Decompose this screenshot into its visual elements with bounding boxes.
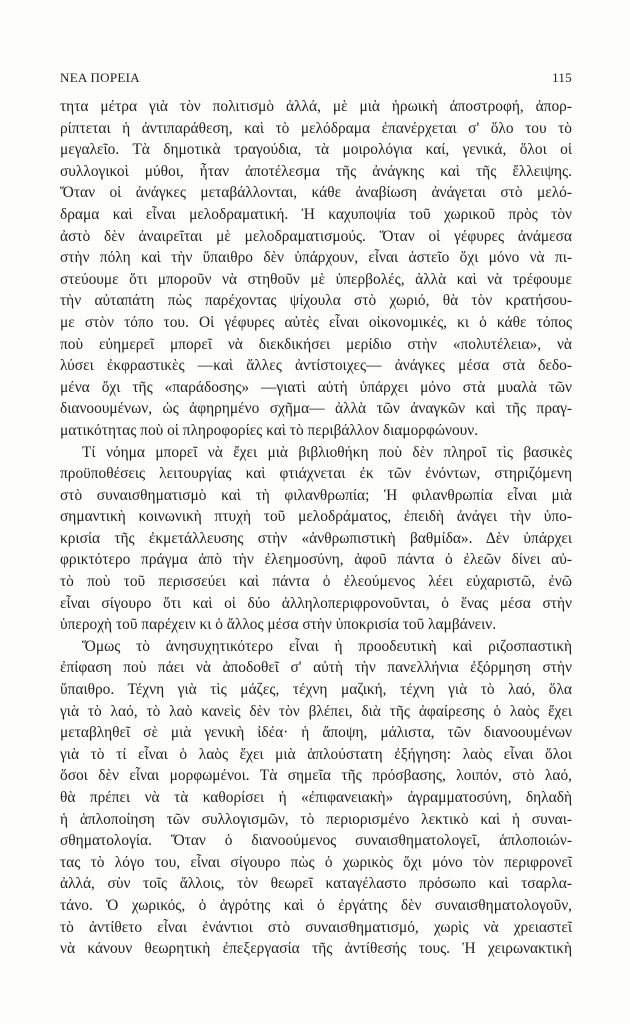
- text-line: ρίπτεται ἡ ἀντιπαράθεση, καὶ τὸ μελόδραμα ἐπανέρχεται σ' ὅλο του τὸ: [60, 119, 572, 137]
- text-line: ὅσοι δὲν εἶναι μορφωμένοι. Τὰ σημεῖα τῆς πρόσβασης, λοιπόν, στὸ λαό,: [60, 767, 572, 785]
- text-line: συλλογικοὶ μύθοι, ἦταν ἀποτέλεσμα τῆς ἀνάγκης καὶ τῆς ἔλλειψης.: [60, 162, 572, 180]
- text-line: Ὅμως τὸ ἀνησυχητικότερο εἶναι ἡ προοδευτικὴ καὶ ριζοσπαστικὴ: [82, 637, 572, 655]
- text-line: Ὅταν οἱ ἀνάγκες μεταβάλλονται, κάθε ἀναβίωση ἀνάγεται στὸ μελό-: [60, 184, 572, 202]
- text-line: σημαντικὴ κοινωνικὴ πτυχὴ τοῦ μελοδράματος, ἐπειδὴ ἀνάγει τὴν ὑπο-: [60, 508, 572, 526]
- page-number: 115: [552, 70, 572, 85]
- text-line: στὴν πόλη καὶ τὴν ὕπαιθρο δὲν ὑπάρχουν, εἶναι ἀστεῖο ὄχι μόνο νὰ πι-: [60, 249, 572, 267]
- text-line: ἡ ἁπλοποίηση τῶν συλλογισμῶν, τὸ περιορισμένο λεκτικὸ καὶ ἡ συναι-: [60, 810, 572, 828]
- text-line: γιὰ τὸ τί εἶναι ὁ λαὸς ἔχει μιὰ ἁπλούστατη ἐξήγηση: λαὸς εἶναι ὅλοι: [60, 745, 572, 763]
- text-line: ποὺ εὐημερεῖ μπορεῖ νὰ διεκδικήσει μερίδιο στὴν «πολυτέλεια», νὰ: [60, 335, 572, 353]
- text-line: τας τὸ λόγο του, εἶναι σίγουρο πὼς ὁ χωρικὸς ὄχι μόνο τὸν περιφρονεῖ: [60, 853, 572, 871]
- text-line: ὕπαιθρο. Τέχνη γιὰ τὶς μάζες, τέχνη μαζική, τέχνη γιὰ τὸ λαό, ὅλα: [60, 681, 572, 699]
- running-title: ΝΕΑ ΠΟΡΕΙΑ: [60, 70, 140, 85]
- text-line: ἀστὸ δὲν ἀναιρεῖται μὲ μελοδραματισμούς. Ὅταν οἱ γέφυρες ἀνάμεσα: [60, 227, 572, 245]
- text-line: προϋποθέσεις λειτουργίας καὶ φτιάχνεται ἐκ τῶν ἐνόντων, στηριζόμενη: [60, 465, 572, 483]
- text-line: μεγαλεῖο. Τὰ δημοτικὰ τραγούδια, τὰ μοιρολόγια καί, γενικά, ὅλοι οἱ: [60, 141, 572, 159]
- text-line: ὑπεροχὴ τοῦ παρέχειν κι ὁ ἄλλος μέσα στὴν ὑποκρισία τοῦ λαμβάνειν.: [60, 616, 497, 634]
- text-line: δραμα καὶ εἶναι μελοδραματική. Ἡ καχυποψία τοῦ χωρικοῦ πρὸς τὸν: [60, 205, 572, 223]
- text-line: τάνο. Ὁ χωρικός, ὁ ἀγρότης καὶ ὁ ἐργάτης δὲν συναισθηματολογοῦν,: [60, 896, 572, 914]
- text-line: τὸ ἀντίθετο εἶναι ἐνάντιοι στὸ συναισθηματισμό, χωρὶς νὰ χρειαστεῖ: [60, 918, 572, 936]
- text-line: ἀλλά, σὺν τοῖς ἄλλοις, τὸν θεωρεῖ καταγέλαστο πρόσωπο καὶ τσαρλα-: [60, 875, 572, 893]
- text-line: ἐπίφαση ποὺ πάει νὰ ἀποδοθεῖ σ' αὐτὴ τὴν πανελλήνια ἐξόρμηση στὴν: [60, 659, 572, 677]
- text-line: σθηματολογία. Ὅταν ὁ διανοούμενος συναισθηματολογεῖ, ἁπλοποιών-: [60, 832, 572, 850]
- text-line: κρισία τῆς ἐκμετάλλευσης στὴν «ἀνθρωπιστικὴ βαθμίδα». Δὲν ὑπάρχει: [60, 529, 572, 547]
- text-line: Τί νόημα μπορεῖ νὰ ἔχει μιὰ βιβλιοθήκη ποὺ δὲν πληροῖ τὶς βασικὲς: [82, 443, 572, 461]
- text-line: λύσει ἐκφραστικὲς —καὶ ἄλλες ἀντίστοιχες— ἀνάγκες μέσα στὰ δεδο-: [60, 357, 572, 375]
- text-line: τὴν αὐταπάτη πὼς παρέχοντας ψίχουλα στὸ χωριό, θὰ τὸν κρατήσου-: [60, 292, 572, 310]
- text-line: με στὸν τόπο του. Οἱ γέφυρες αὐτὲς εἶναι οἰκονομικές, κι ὁ κάθε τόπος: [60, 313, 572, 331]
- text-line: γιὰ τὸ λαό, τὸ λαὸ κανεὶς δὲν τὸν βλέπει, διὰ τῆς ἀφαίρεσης ὁ λαὸς ἔχει: [60, 702, 572, 720]
- text-line: μεταβληθεῖ σὲ μιὰ γενικὴ ἰδέα· ἡ ἄποψη, μάλιστα, τῶν διανοουμένων: [60, 724, 572, 742]
- text-line: ματικότητας ποὺ οἱ πληροφορίες καὶ τὸ περιβάλλον διαμορφώνουν.: [60, 421, 479, 439]
- text-line: φρικτότερο πράγμα ἀπὸ τὴν ἐλεημοσύνη, ἀφοῦ πάντα ὁ ἐλεῶν δίνει αὐ-: [60, 551, 572, 569]
- text-line: εἶναι σίγουρο ὅτι καὶ οἱ δύο ἀλληλοπεριφρονοῦνται, ὁ ἕνας μέσα στὴν: [60, 594, 572, 612]
- text-line: διανοουμένων, ὡς ἀφηρημένο σχῆμα— ἀλλὰ τῶν ἀναγκῶν καὶ τῆς πραγ-: [60, 400, 572, 418]
- page-header: [60, 70, 572, 86]
- text-line: μένα ὄχι τῆς «παράδοσης» —γιατὶ αὐτὴ ὑπάρχει μόνο στὰ μυαλὰ τῶν: [60, 378, 572, 396]
- body-text: [60, 96, 572, 960]
- text-line: στὸ συναισθηματισμὸ καὶ τὴ φιλανθρωπία; Ἡ φιλανθρωπία εἶναι μιὰ: [60, 486, 572, 504]
- text-line: τητα μέτρα γιὰ τὸν πολιτισμὸ ἀλλά, μὲ μιὰ ἡρωικὴ ἀποστροφή, ἀπορ-: [60, 98, 572, 115]
- text-line: νὰ κάνουν θεωρητικὴ ἐπεξεργασία τῆς ἀντίθεσής τους. Ἡ χειρωνακτικὴ: [60, 940, 572, 958]
- text-line: θὰ πρέπει νὰ τὰ καθορίσει ἡ «ἐπιφανειακὴ» ἀγραμματοσύνη, δηλαδὴ: [60, 789, 572, 806]
- text-line: τὸ ποὺ τοῦ περισσεύει καὶ πάντα ὁ ἐλεούμενος λέει εὐχαριστῶ, ἐνῶ: [60, 573, 572, 591]
- text-line: στεύουμε ὅτι μποροῦν νὰ στηθοῦν μὲ ὑπερβολές, ἀλλὰ καὶ νὰ τρέφουμε: [60, 270, 572, 288]
